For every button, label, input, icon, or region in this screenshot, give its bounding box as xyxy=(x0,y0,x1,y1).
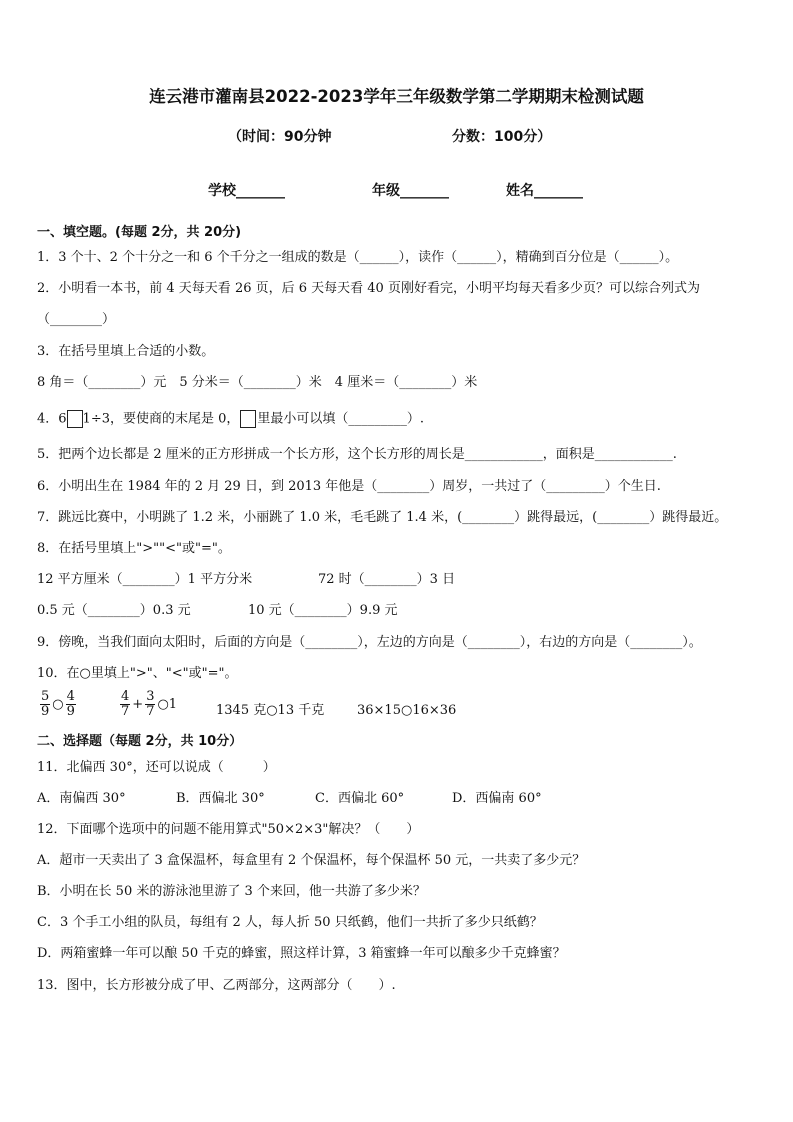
question-8: 8．在括号里填上">""<"或"="。 xyxy=(37,541,231,556)
question-12-option-c: C．3 个手工小组的队员，每组有 2 人，每人折 50 只纸鹤，他们一共折了多少只纸鹤？ xyxy=(37,915,543,930)
grade-field: 年级_______ xyxy=(372,183,449,199)
question-9: 9．傍晚，当我们面向太阳时，后面的方向是（________），左边的方向是（________），右边的方向是（________）。 xyxy=(37,635,702,650)
question-10-item-c: 1345 克○13 千克 xyxy=(216,703,325,718)
question-1: 1．3 个十、2 个十分之一和 6 个千分之一组成的数是（______），读作（______），精确到百分位是（______）。 xyxy=(37,250,679,265)
question-11-option-b: B．西偏北 30° xyxy=(176,791,265,806)
question-8-item-b2: 10 元（________）9.9 元 xyxy=(248,603,398,618)
question-6: 6．小明出生在 1984 年的 2 月 29 日，到 2013 年他是（________）周岁，一共过了（_________）个生日. xyxy=(37,479,661,494)
fraction: $\frac{3}{7}$ xyxy=(146,689,155,719)
fraction: $\frac{5}{9}$ xyxy=(41,689,50,719)
question-2-line1: 2．小明看一本书，前 4 天每天看 26 页，后 6 天每天看 40 页刚好看完，小明平均每天看多少页？可以综合列式为 xyxy=(37,281,700,296)
question-3-items: 8 角＝（________）元 5 分米＝（________）米 4 厘米＝（________）米 xyxy=(37,375,478,390)
question-10-item-d: 36×15○16×36 xyxy=(357,703,457,718)
section-heading-fill-in: 一、填空题。(每题 2分，共 20分) xyxy=(37,225,242,240)
question-11-option-d: D．西偏南 60° xyxy=(452,791,542,806)
question-4-middle: 1÷3，要使商的末尾是 0， xyxy=(82,411,240,427)
question-8-item-a1: 12 平方厘米（________）1 平方分米 xyxy=(37,572,253,587)
question-2-line2: （________） xyxy=(37,312,116,327)
question-8-item-a2: 72 时（________）3 日 xyxy=(318,572,456,587)
question-11-option-c: C．西偏北 60° xyxy=(315,791,405,806)
question-12: 12．下面哪个选项中的问题不能用算式"50×2×3"解决？（ ） xyxy=(37,822,420,837)
question-11: 11．北偏西 30°，还可以说成（ ） xyxy=(37,760,276,775)
question-4-suffix: 里最小可以填（_________）. xyxy=(257,411,425,427)
blank-box xyxy=(67,410,83,428)
section-heading-choice: 二、选择题（每题 2分，共 10分） xyxy=(37,734,243,749)
question-12-option-b: B．小明在长 50 米的游泳池里游了 3 个来回，他一共游了多少米？ xyxy=(37,884,426,899)
question-10-item-b: $\frac{4}{7}$ + $\frac{3}{7}$ ○1 xyxy=(121,689,178,719)
name-field: 姓名_______ xyxy=(506,183,583,199)
question-7: 7．跳远比赛中，小明跳了 1.2 米，小丽跳了 1.0 米，毛毛跳了 1.4 米，(________）跳得最远，(________）跳得最近。 xyxy=(37,510,728,525)
question-10: 10．在○里填上">"、"<"或"="。 xyxy=(37,666,238,681)
fraction: $\frac{4}{7}$ xyxy=(121,689,130,719)
question-13: 13．图中，长方形被分成了甲、乙两部分，这两部分（ ）. xyxy=(37,978,396,993)
school-field: 学校_______ xyxy=(208,183,285,199)
question-11-option-a: A．南偏西 30° xyxy=(37,791,126,806)
fraction: $\frac{4}{9}$ xyxy=(66,689,75,719)
question-5: 5．把两个边长都是 2 厘米的正方形拼成一个长方形，这个长方形的周长是____________，面积是____________. xyxy=(37,447,677,462)
question-12-option-a: A．超市一天卖出了 3 盒保温杯，每盒里有 2 个保温杯，每个保温杯 50 元，一共卖了多少元？ xyxy=(37,853,586,868)
question-3: 3．在括号里填上合适的小数。 xyxy=(37,344,215,359)
question-4 xyxy=(37,410,424,429)
question-4-prefix: 4．6 xyxy=(37,411,67,427)
exam-time: （时间：90分钟 xyxy=(228,129,332,145)
question-8-item-b1: 0.5 元（________）0.3 元 xyxy=(37,603,191,618)
question-12-option-d: D．两箱蜜蜂一年可以酿 50 千克的蜂蜜，照这样计算，3 箱蜜蜂一年可以酿多少千克蜂蜜？ xyxy=(37,946,566,961)
blank-box xyxy=(240,410,256,428)
page-title: 连云港市灌南县2022-2023学年三年级数学第二学期期末检测试题 xyxy=(149,87,644,106)
exam-score: 分数：100分） xyxy=(452,129,552,145)
question-10-item-a: $\frac{5}{9}$ ○ $\frac{4}{9}$ xyxy=(41,689,75,719)
